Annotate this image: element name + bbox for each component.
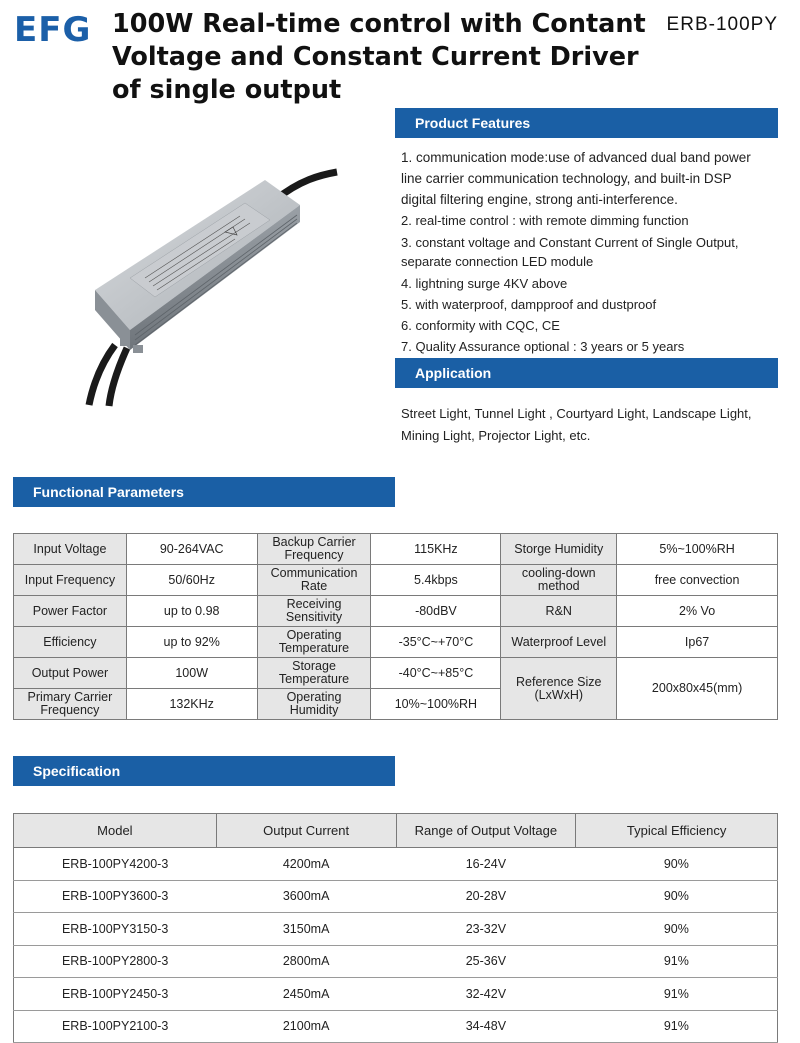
cell-efficiency: 90%	[576, 880, 778, 913]
column-header: Range of Output Voltage	[396, 814, 576, 848]
param-label: Operating Humidity	[257, 689, 371, 720]
table-row	[14, 658, 778, 689]
cell-efficiency: 90%	[576, 913, 778, 946]
cell-model: ERB-100PY3600-3	[14, 880, 217, 913]
param-value: -40°C~+85°C	[371, 658, 501, 689]
param-label: R&N	[501, 596, 617, 627]
param-value: up to 0.98	[126, 596, 257, 627]
param-label: Communication Rate	[257, 565, 371, 596]
cell-voltage-range: 20-28V	[396, 880, 576, 913]
feature-line: digital filtering engine, strong anti-interference.	[401, 192, 678, 207]
param-label: Waterproof Level	[501, 627, 617, 658]
param-value: 115KHz	[371, 534, 501, 565]
specification-table	[13, 813, 778, 1043]
param-label: Operating Temperature	[257, 627, 371, 658]
table-row	[14, 880, 778, 913]
param-label: Storge Humidity	[501, 534, 617, 565]
param-value: 132KHz	[126, 689, 257, 720]
feature-item	[401, 315, 781, 336]
cell-output-current: 3150mA	[216, 913, 396, 946]
param-label: Storage Temperature	[257, 658, 371, 689]
feature-line: 3. constant voltage and Constant Current of Single Output,	[401, 235, 739, 250]
param-label: Reference Size (LxWxH)	[501, 658, 617, 720]
param-value: 10%~100%RH	[371, 689, 501, 720]
cell-output-current: 2800mA	[216, 945, 396, 978]
functional-parameters-table	[13, 533, 778, 720]
param-value: -35°C~+70°C	[371, 627, 501, 658]
param-value: 90-264VAC	[126, 534, 257, 565]
cell-voltage-range: 34-48V	[396, 1010, 576, 1043]
param-label: Backup Carrier Frequency	[257, 534, 371, 565]
param-label: Input Voltage	[14, 534, 127, 565]
feature-item	[401, 273, 781, 294]
param-label: Output Power	[14, 658, 127, 689]
table-row	[14, 596, 778, 627]
table-row	[14, 913, 778, 946]
cell-efficiency: 91%	[576, 945, 778, 978]
param-value: up to 92%	[126, 627, 257, 658]
page-title: 100W Real-time control with Contant Voltage and Constant Current Driver of single output	[112, 9, 646, 105]
param-value: 100W	[126, 658, 257, 689]
cell-model: ERB-100PY2100-3	[14, 1010, 217, 1043]
param-label: Efficiency	[14, 627, 127, 658]
cell-efficiency: 91%	[576, 978, 778, 1011]
feature-item	[401, 210, 781, 231]
param-label: Primary Carrier Frequency	[14, 689, 127, 720]
column-header: Output Current	[216, 814, 396, 848]
feature-line: 7. Quality Assurance optional : 3 years or 5 years	[401, 339, 685, 354]
param-value: 50/60Hz	[126, 565, 257, 596]
application-heading: Application	[395, 358, 778, 388]
feature-line: 5. with waterproof, dampproof and dustproof	[401, 297, 657, 312]
param-value: -80dBV	[371, 596, 501, 627]
column-header: Typical Efficiency	[576, 814, 778, 848]
table-row	[14, 565, 778, 596]
cell-model: ERB-100PY4200-3	[14, 848, 217, 881]
table-row	[14, 978, 778, 1011]
feature-line: 4. lightning surge 4KV above	[401, 276, 568, 291]
param-value: free convection	[617, 565, 778, 596]
cell-output-current: 4200mA	[216, 848, 396, 881]
features-list	[401, 147, 781, 357]
cell-output-current: 2100mA	[216, 1010, 396, 1043]
cell-voltage-range: 23-32V	[396, 913, 576, 946]
feature-item	[401, 294, 781, 315]
feature-line: line carrier communication technology, and built-in DSP	[401, 171, 732, 186]
param-value: 5%~100%RH	[617, 534, 778, 565]
table-row	[14, 848, 778, 881]
model-code: ERB-100PY	[666, 14, 778, 35]
feature-line: 1. communication mode:use of advanced dual band power	[401, 150, 751, 165]
param-value: Ip67	[617, 627, 778, 658]
product-features-heading: Product Features	[395, 108, 778, 138]
feature-line: 6. conformity with CQC, CE	[401, 318, 560, 333]
table-row	[14, 534, 778, 565]
cell-voltage-range: 32-42V	[396, 978, 576, 1011]
brand-logo: EFG	[14, 10, 92, 50]
param-value: 5.4kbps	[371, 565, 501, 596]
cell-voltage-range: 16-24V	[396, 848, 576, 881]
param-label: Receiving Sensitivity	[257, 596, 371, 627]
application-text	[401, 403, 786, 447]
cell-model: ERB-100PY3150-3	[14, 913, 217, 946]
table-row	[14, 1010, 778, 1043]
param-value: 200x80x45(mm)	[617, 658, 778, 720]
cell-efficiency: 90%	[576, 848, 778, 881]
cell-voltage-range: 25-36V	[396, 945, 576, 978]
feature-item	[401, 336, 781, 357]
cell-efficiency: 91%	[576, 1010, 778, 1043]
param-value: 2% Vo	[617, 596, 778, 627]
application-line: Mining Light, Projector Light, etc.	[401, 428, 591, 443]
param-label: Power Factor	[14, 596, 127, 627]
column-header: Model	[14, 814, 217, 848]
product-photo	[75, 160, 345, 410]
feature-item	[401, 147, 781, 210]
param-label: Input Frequency	[14, 565, 127, 596]
cell-output-current: 2450mA	[216, 978, 396, 1011]
application-line: Street Light, Tunnel Light , Courtyard Light, Landscape Light,	[401, 406, 752, 421]
feature-line: 2. real-time control : with remote dimming function	[401, 213, 689, 228]
cell-model: ERB-100PY2800-3	[14, 945, 217, 978]
table-header-row	[14, 814, 778, 848]
table-row	[14, 945, 778, 978]
table-row	[14, 627, 778, 658]
feature-item	[401, 233, 781, 271]
specification-heading: Specification	[13, 756, 395, 786]
param-label: cooling-down method	[501, 565, 617, 596]
feature-line: separate connection LED module	[401, 254, 594, 269]
cell-output-current: 3600mA	[216, 880, 396, 913]
functional-parameters-heading: Functional Parameters	[13, 477, 395, 507]
cell-model: ERB-100PY2450-3	[14, 978, 217, 1011]
